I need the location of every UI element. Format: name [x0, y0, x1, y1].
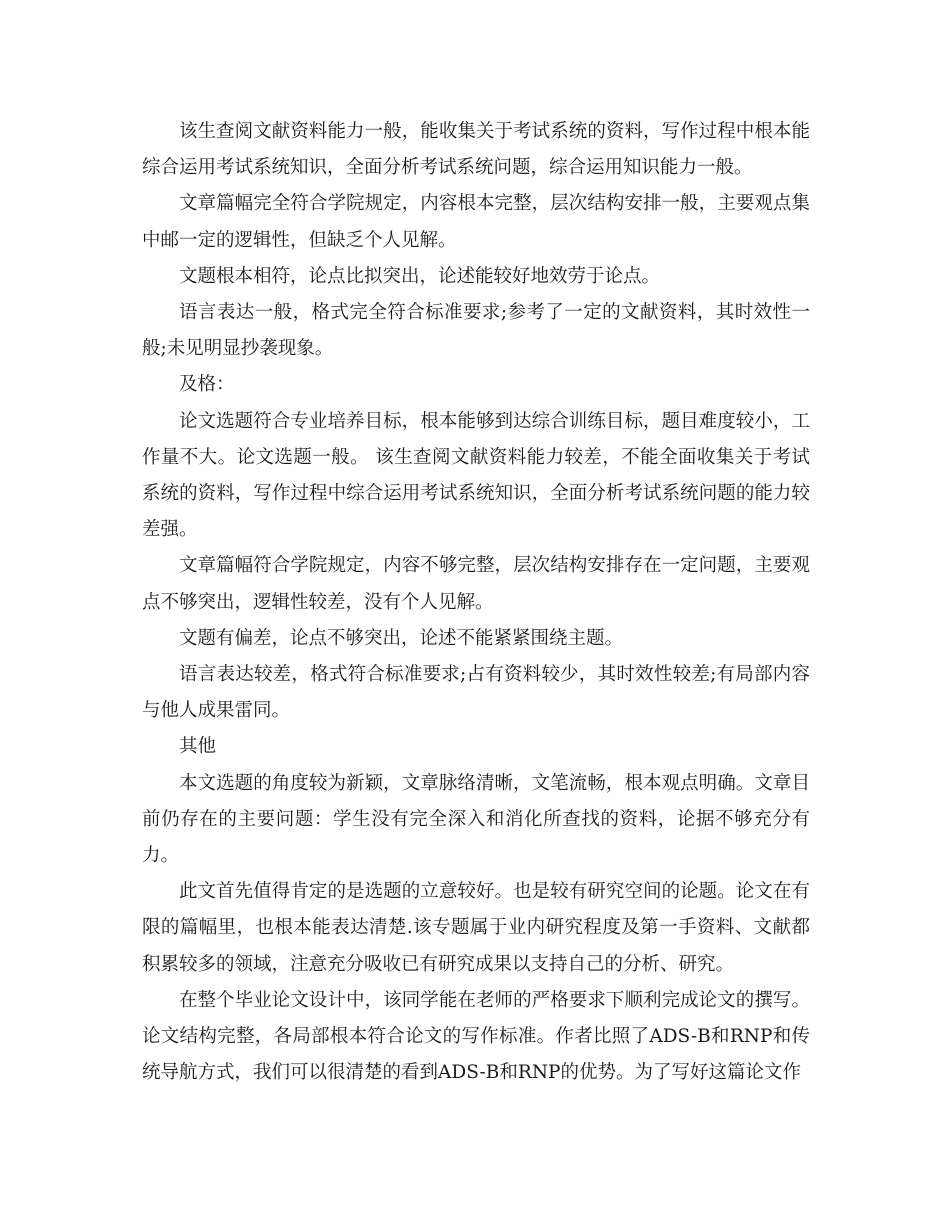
paragraph-other-novelty: 本文选题的角度较为新颖，文章脉络清晰，文笔流畅，根本观点明确。文章目前仍存在的主要问题：学生没有完全深入和消化所查找的资料，论据不够充分有力。	[142, 772, 810, 867]
paragraph-pass-argument: 文题有偏差，论点不够突出，论述不能紧紧围绕主题。	[179, 627, 624, 649]
section-heading-other: 其他	[179, 736, 217, 758]
paragraph-pass-structure: 文章篇幅符合学院规定，内容不够完整，层次结构安排存在一定问题，主要观点不够突出，逻辑性较差，没有个人见解。	[142, 555, 810, 613]
document-body	[142, 114, 810, 1091]
paragraph-topic-argument: 文题根本相符，论点比拟突出，论述能较好地效劳于论点。	[179, 265, 661, 287]
section-heading-pass: 及格：	[179, 374, 235, 396]
paragraph-literature-ability: 该生查阅文献资料能力一般，能收集关于考试系统的资料，写作过程中根本能综合运用考试系统知识，全面分析考试系统问题，综合运用知识能力一般。	[142, 121, 810, 179]
paragraph-language-format: 语言表达一般，格式完全符合标准要求;参考了一定的文献资料，其时效性一般;未见明显抄袭现象。	[142, 302, 810, 360]
paragraph-length-structure: 文章篇幅完全符合学院规定，内容根本完整，层次结构安排一般，主要观点集中邮一定的逻辑性，但缺乏个人见解。	[142, 193, 810, 251]
paragraph-other-completion: 在整个毕业论文设计中，该同学能在老师的严格要求下顺利完成论文的撰写。论文结构完整，各局部根本符合论文的写作标准。作者比照了ADS-B和RNP和传统导航方式，我们可以很清楚的看到ADS-B和RNP的优势。为了写好这篇论文作	[142, 989, 810, 1084]
paragraph-other-positive: 此文首先值得肯定的是选题的立意较好。也是较有研究空间的论题。论文在有限的篇幅里，也根本能表达清楚.该专题属于业内研究程度及第一手资料、文献都积累较多的领域，注意充分吸收已有研究成果以支持自己的分析、研究。	[142, 881, 810, 975]
paragraph-pass-topic: 论文选题符合专业培养目标，根本能够到达综合训练目标，题目难度较小，工作量不大。论文选题一般。 该生查阅文献资料能力较差，不能全面收集关于考试系统的资料，写作过程中综合运用考试系统知识，全面分析考试系统问题的能力较差强。	[142, 410, 810, 541]
paragraph-pass-language: 语言表达较差，格式符合标准要求;占有资料较少，其时效性较差;有局部内容与他人成果雷同。	[142, 664, 810, 722]
